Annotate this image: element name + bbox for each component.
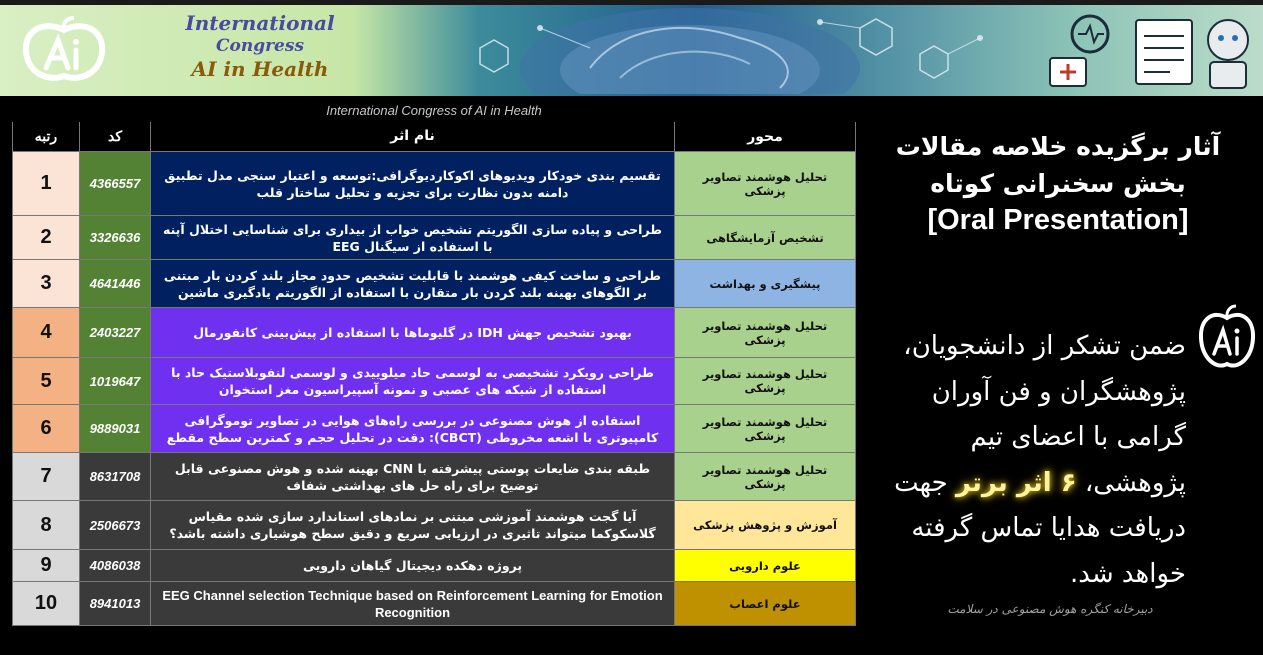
code-cell: 4366557 [80, 152, 151, 215]
table-row [12, 582, 856, 626]
rank-cell: 5 [12, 358, 80, 404]
table-header-row [12, 122, 856, 152]
code-cell: 3326636 [80, 216, 151, 259]
right-title-line2: بخش سخنرانی کوتاه [930, 169, 1186, 198]
rank-cell: 9 [12, 550, 80, 581]
right-title-line3: [Oral Presentation] [927, 204, 1189, 236]
axis-cell: پیشگیری و بهداشت [675, 260, 856, 307]
title-cell: آیا گجت هوشمند آموزشی مبتنی بر نمادهای استاندارد سازی شده مقیاس گلاسکوکما میتواند تاثیری در ارزیابی سریع و دقیق سطح هوشیاری داشته باشد؟ [151, 501, 675, 549]
table-row [12, 453, 856, 501]
title-cell: پروژه دهکده دیجیتال گیاهان دارویی [151, 550, 675, 581]
code-cell: 4641446 [80, 260, 151, 307]
rank-cell: 8 [12, 501, 80, 549]
code-cell: 8941013 [80, 582, 151, 625]
axis-cell: تحلیل هوشمند تصاویر پزشکی [675, 152, 856, 215]
axis-cell: آموزش و پژوهش پزشکی [675, 501, 856, 549]
secretariat-signature: دبیرخانه کنگره هوش مصنوعی در سلامت [947, 602, 1153, 616]
banner-title-line1: International [185, 11, 335, 35]
title-cell: استفاده از هوش مصنوعی در بررسی راه‌های هوایی در تصاویر توموگرافی کامپیوتری با اشعه مخروطی (CBCT): دقت در تحلیل حجم و کمترین سطح مقطع [151, 405, 675, 452]
title-cell: تقسیم بندی خودکار ویدیوهای اکوکاردیوگرافی:توسعه و اعتبار سنجی مدل تطبیق دامنه بدون نظارت برای تجزیه و تحلیل ساختار قلب [151, 152, 675, 215]
code-cell: 4086038 [80, 550, 151, 581]
code-cell: 1019647 [80, 358, 151, 404]
header-banner [0, 0, 1263, 96]
table-row [12, 501, 856, 550]
axis-cell: تحلیل هوشمند تصاویر پزشکی [675, 358, 856, 404]
brain-network-graphic-icon [420, 8, 1020, 94]
code-cell: 9889031 [80, 405, 151, 452]
ai-apple-logo-icon [14, 16, 114, 84]
right-title-line1: آثار برگزیده خلاصه مقالات [895, 132, 1221, 161]
header-axis: محور [675, 122, 856, 151]
title-cell: طراحی و پیاده سازی الگوریتم تشخیص خواب از بیداری برای شناسایی اختلال آپنه با استفاده از سیگنال EEG [151, 216, 675, 259]
table-row [12, 550, 856, 582]
banner-title-line3: AI in Health [191, 57, 329, 81]
header-title: نام اثر [151, 122, 675, 151]
banner-top-strip [0, 0, 1263, 5]
title-cell: EEG Channel selection Technique based on Reinforcement Learning for Emotion Recognition [151, 582, 675, 625]
header-code: کد [80, 122, 151, 151]
code-cell: 2403227 [80, 308, 151, 357]
thanks-text-after: جهت دریافت هدایا تماس گرفته خواهد شد. [894, 467, 1186, 589]
thanks-message [874, 324, 1186, 597]
rank-cell: 4 [12, 308, 80, 357]
medical-devices-graphic-icon [1040, 6, 1260, 94]
header-rank: رتبه [12, 122, 80, 151]
title-cell: بهبود تشخیص جهش IDH در گلیوماها با استفاده از پیش‌بینی کانفورمال [151, 308, 675, 357]
right-panel-title [872, 128, 1244, 239]
table-row [12, 260, 856, 308]
axis-cell: تحلیل هوشمند تصاویر پزشکی [675, 405, 856, 452]
axis-cell: تحلیل هوشمند تصاویر پزشکی [675, 308, 856, 357]
awards-table [12, 122, 856, 626]
table-row [12, 152, 856, 216]
thanks-text-before: ضمن تشکر از دانشجویان، پژوهشگران و فن آوران گرامی با اعضای تیم پژوهشی، [903, 331, 1186, 498]
axis-cell: تحلیل هوشمند تصاویر پزشکی [675, 453, 856, 500]
axis-cell: علوم اعصاب [675, 582, 856, 625]
table-row [12, 216, 856, 260]
rank-cell: 1 [12, 152, 80, 215]
banner-title [150, 12, 370, 81]
title-cell: طراحی و ساخت کیفی هوشمند با قابلیت تشخیص حدود مجاز بلند کردن بار مبتنی بر الگوهای بهینه بلند کردن بار متقارن با استفاده از الگوریتم یادگیری ماشین [151, 260, 675, 307]
code-cell: 2506673 [80, 501, 151, 549]
title-cell: طراحی رویکرد تشخیصی به لوسمی حاد میلوییدی و لوسمی لنفوبلاستیک حاد با استفاده از شبکه های عصبی و نمونه آسپیراسیون مغز استخوان [151, 358, 675, 404]
banner-title-line2: Congress [215, 36, 305, 56]
rank-cell: 6 [12, 405, 80, 452]
rank-cell: 2 [12, 216, 80, 259]
rank-cell: 3 [12, 260, 80, 307]
table-body [12, 152, 856, 626]
axis-cell: علوم دارویی [675, 550, 856, 581]
rank-cell: 7 [12, 453, 80, 500]
code-cell: 8631708 [80, 453, 151, 500]
axis-cell: تشخیص آزمایشگاهی [675, 216, 856, 259]
rank-cell: 10 [12, 582, 80, 625]
thanks-highlight: ۶ اثر برتر [955, 467, 1077, 498]
ai-apple-logo-icon [1196, 302, 1258, 374]
table-row [12, 405, 856, 453]
title-cell: طبقه بندی ضایعات پوستی پیشرفته با CNN بهینه شده و هوش مصنوعی قابل توضیح برای راه حل های بهداشتی شفاف [151, 453, 675, 500]
table-row [12, 308, 856, 358]
table-row [12, 358, 856, 405]
congress-subtitle: International Congress of AI in Health [326, 103, 542, 118]
